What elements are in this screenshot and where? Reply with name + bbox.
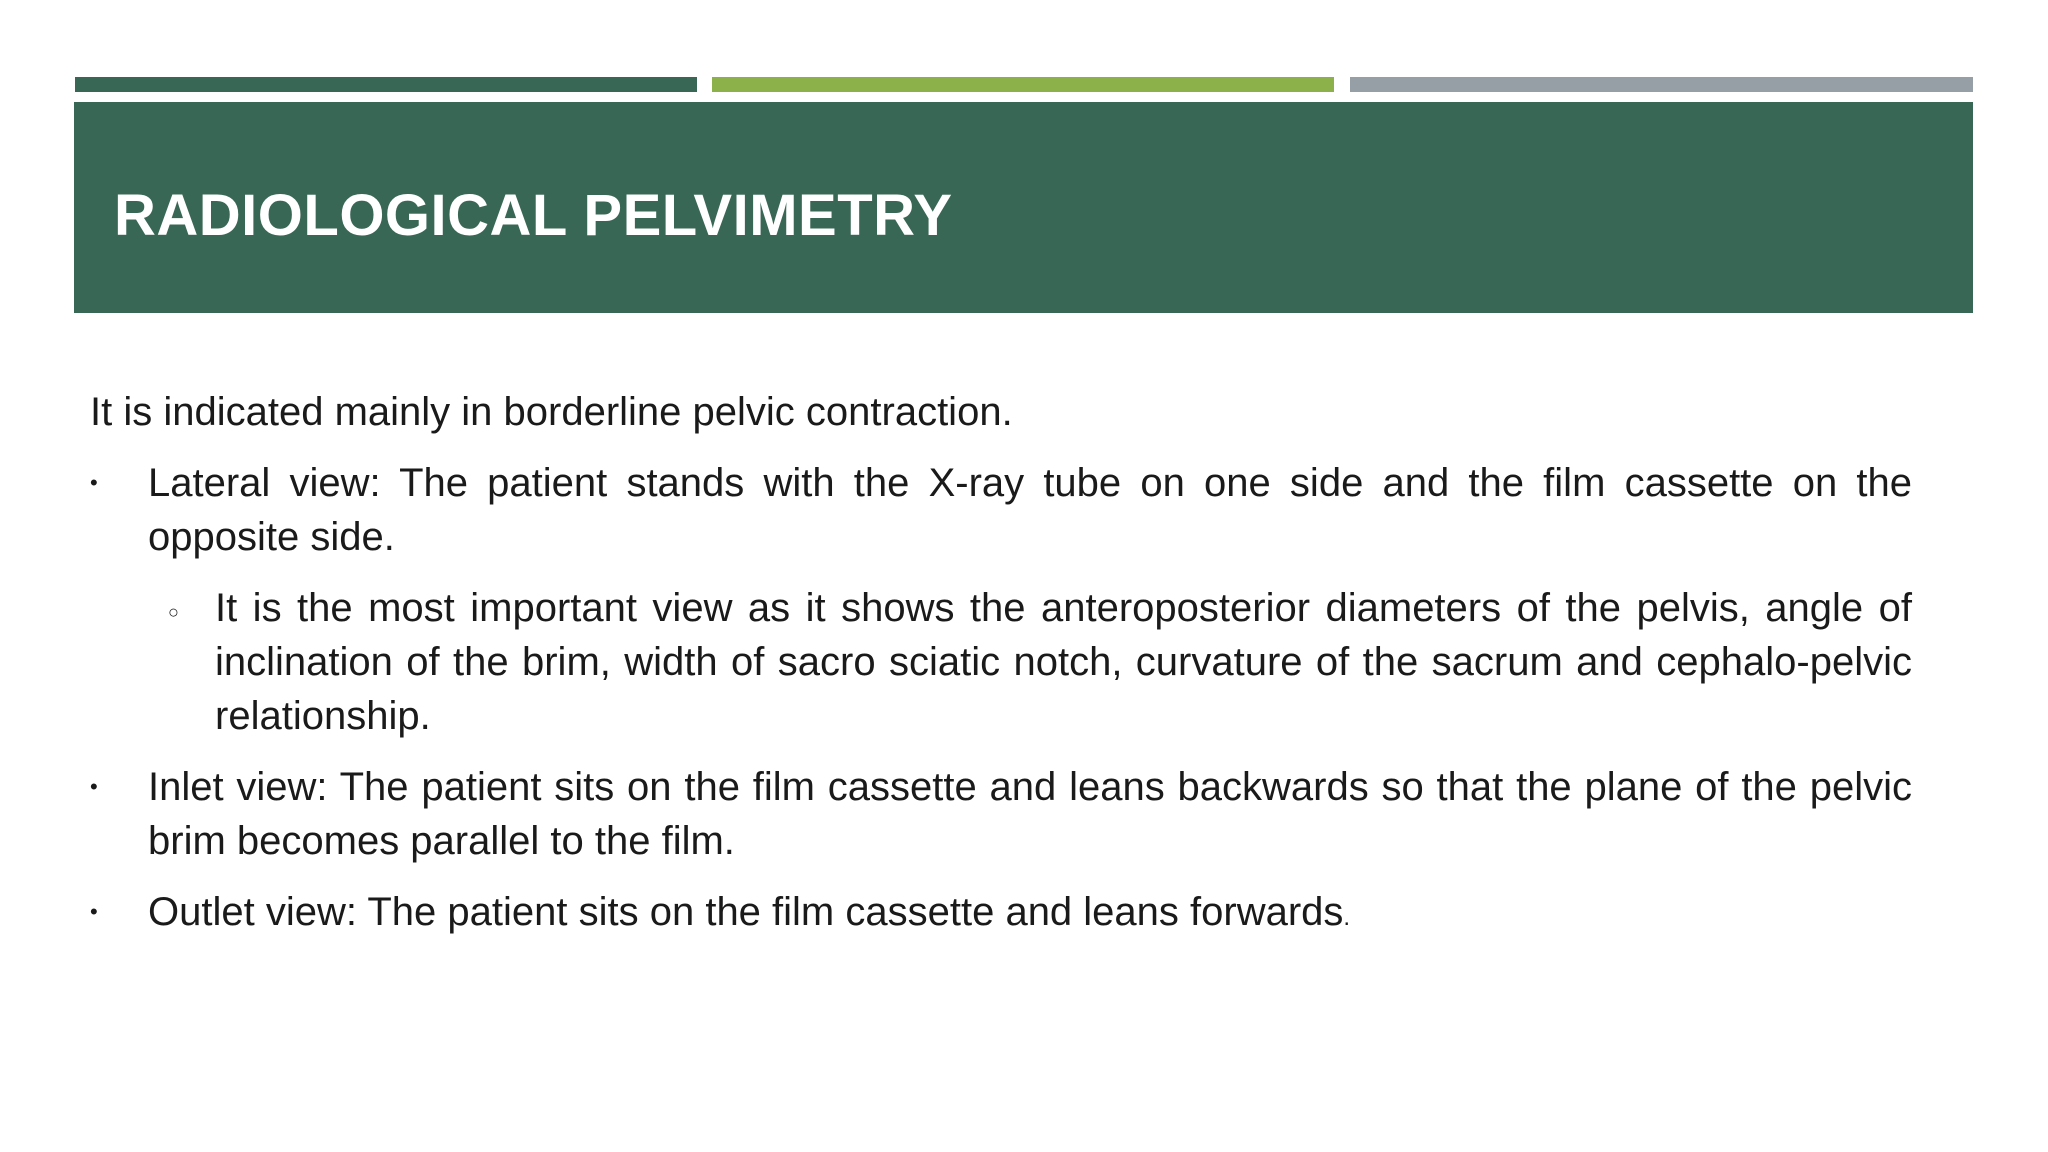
accent-bar-dark-green [75,77,697,92]
bullet-text: Outlet view: The patient sits on the film cassette and leans forwards [148,890,1344,934]
intro-text: It is indicated mainly in borderline pelvic contraction. [90,390,1013,434]
accent-bar-light-green [712,77,1334,92]
bullet-dot-icon: • [90,774,98,799]
slide-body [90,385,1912,962]
bullet-dot-icon: • [90,470,98,495]
sub-bullet-text: It is the most important view as it shows the anteroposterior diameters of the pelvis, angle of inclination of the brim, width of sacro sciatic notch, curvature of the sacrum and cephalo-pelvic relationship. [215,586,1912,738]
bullet-inlet-view [90,760,1912,868]
sub-bullet-lateral-details [90,581,1912,743]
bullet-text: Lateral view: The patient stands with the X-ray tube on one side and the film cassette on the opposite side. [148,461,1912,559]
title-banner [74,102,1973,313]
bullet-lateral-view [90,456,1912,564]
bullet-outlet-view [90,885,1912,945]
circle-bullet-icon: ○ [168,602,179,622]
bullet-dot-icon: • [90,899,98,924]
accent-bar-gray [1350,77,1973,92]
trailing-period: . [1343,904,1351,931]
slide-title: RADIOLOGICAL PELVIMETRY [114,183,953,248]
bullet-text: Inlet view: The patient sits on the film cassette and leans backwards so that the plane of the pelvic brim becomes parallel to the film. [148,765,1912,863]
